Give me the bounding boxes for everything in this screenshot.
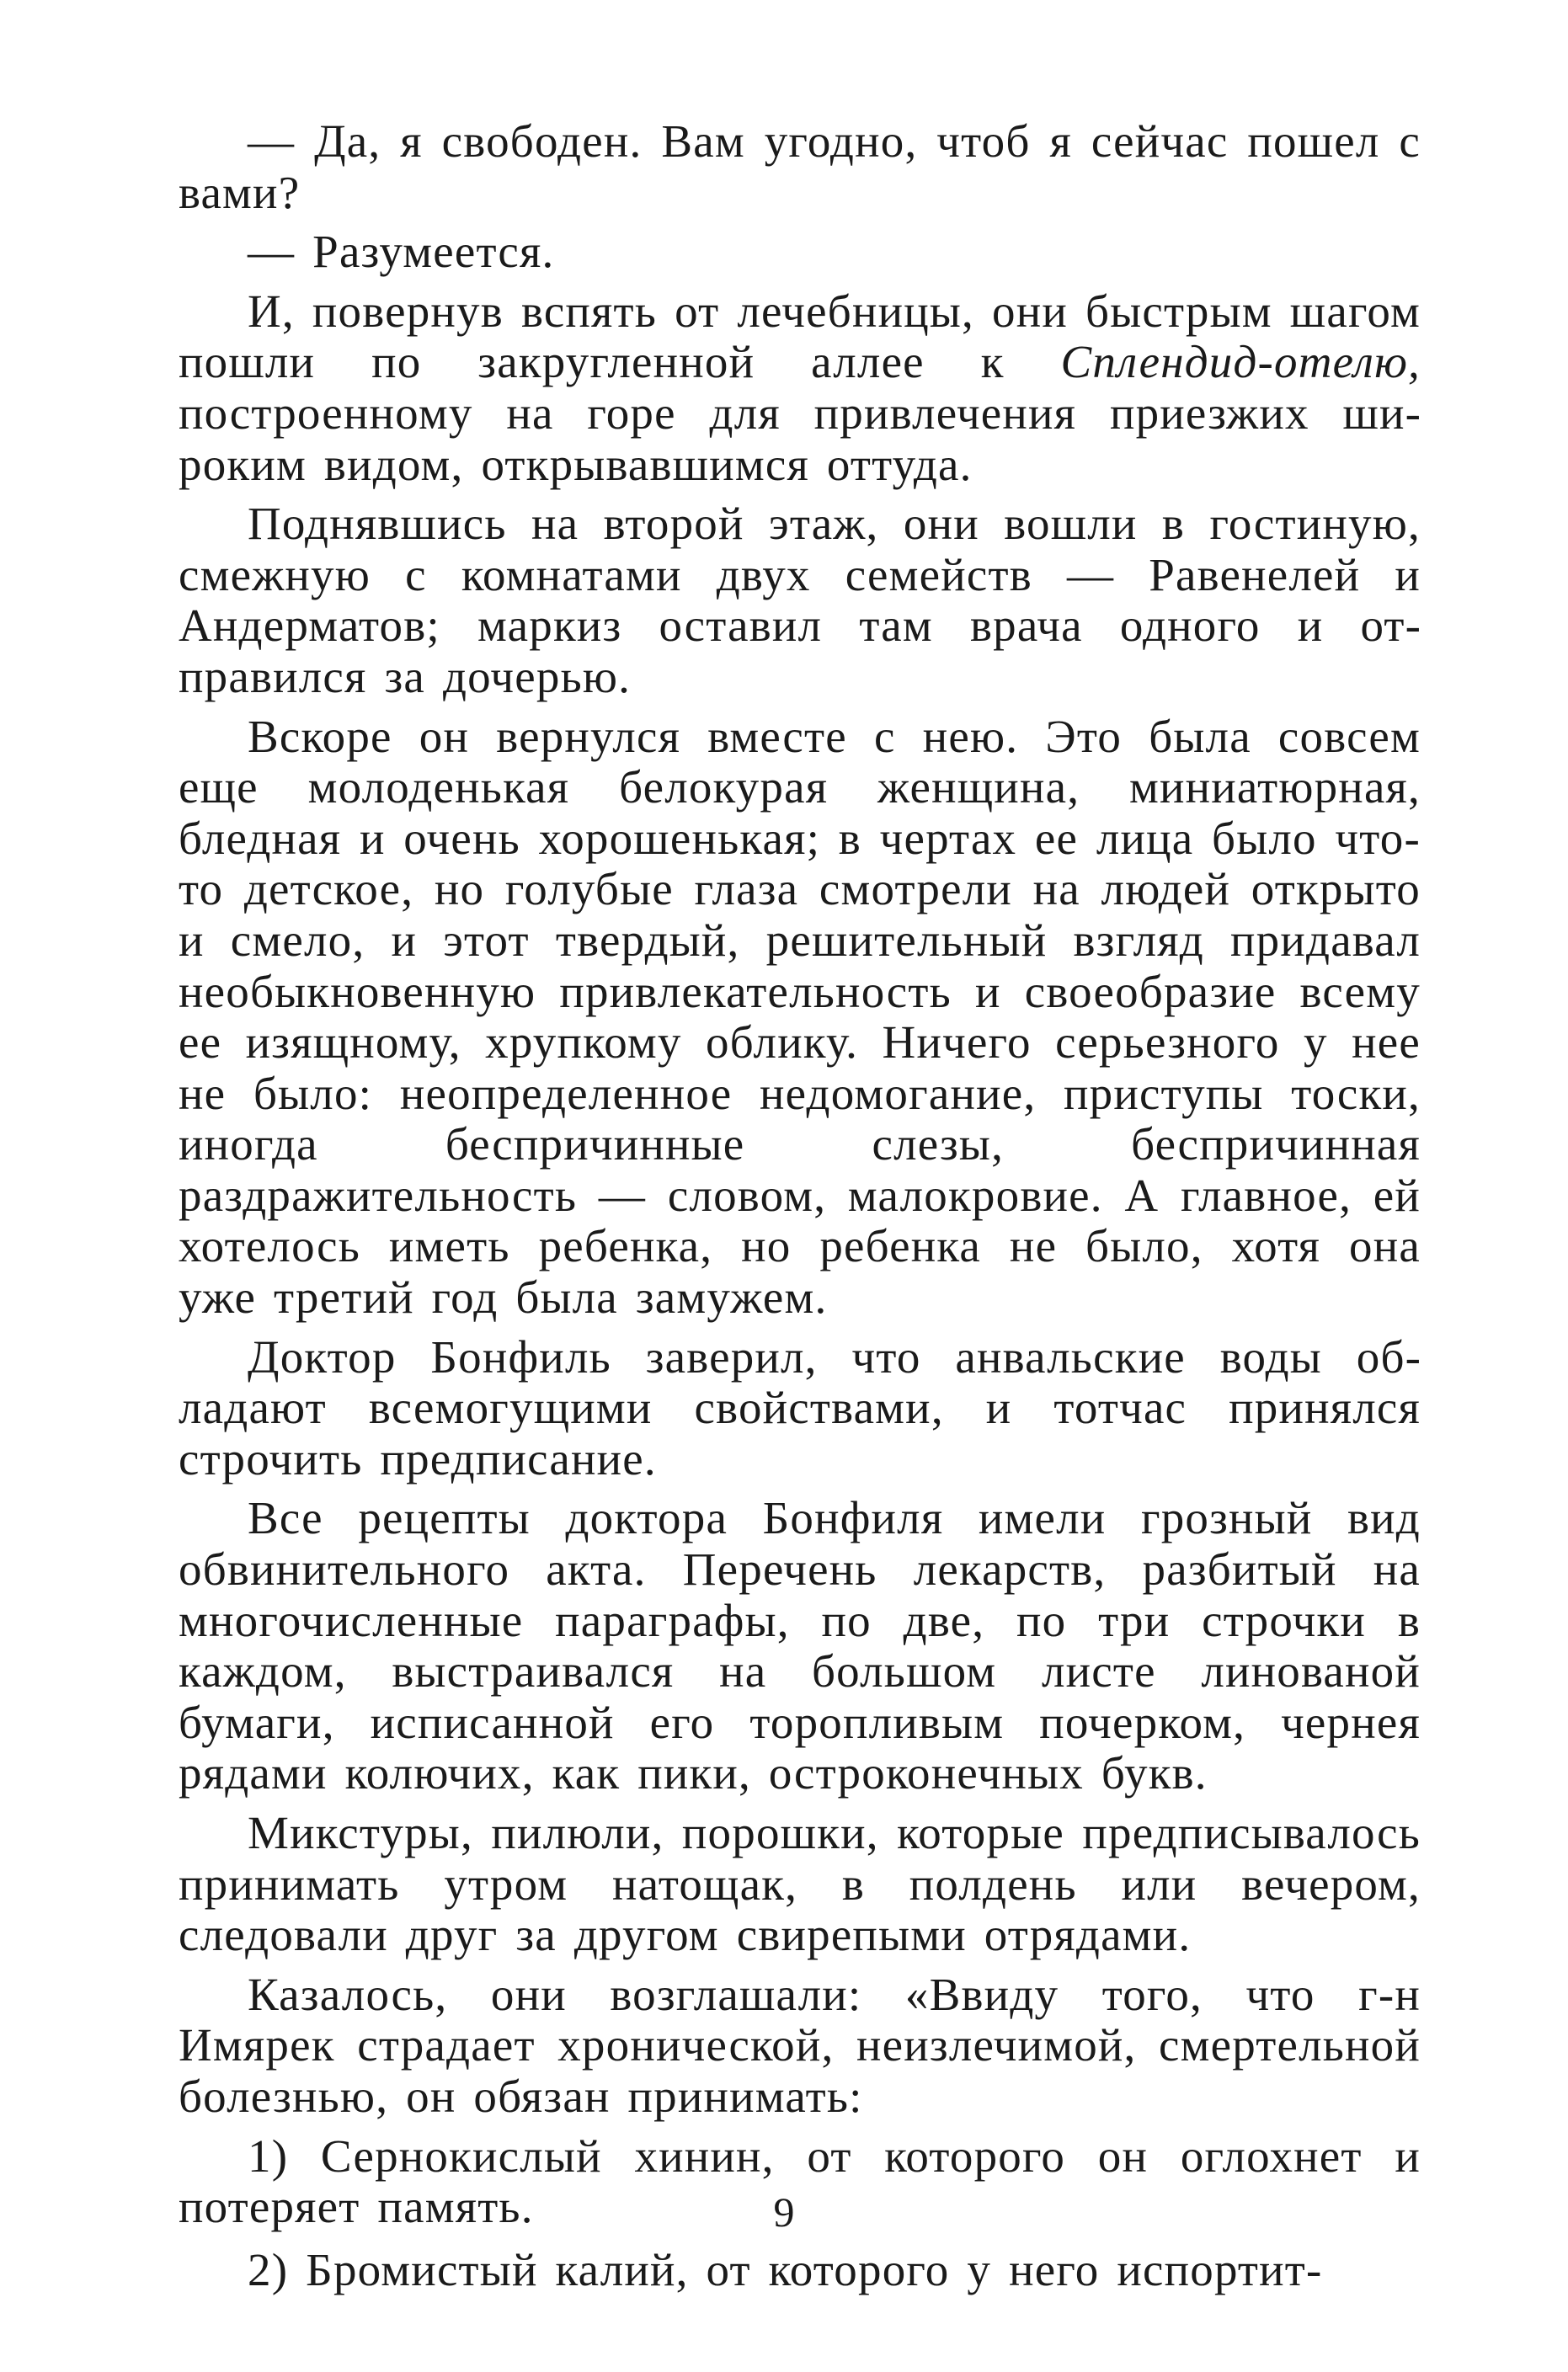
paragraph-6: Доктор Бонфиль заверил, что анвальские воды обладают всемогущими свойствами, и тотчас принялся строчить предписание. xyxy=(179,1330,1421,1484)
paragraph-3-text-b: построенному на горе для привлечения приезжих широким видом, открывавшимся оттуда. xyxy=(179,386,1421,490)
paragraph-3-text-a: И, повернув вспять от лечебницы, они быстрым шагом пошли по закругленной аллее к xyxy=(179,285,1421,388)
page-text xyxy=(179,116,1421,2295)
paragraph-8: Микстуры, пилюли, порошки, которые предписывалось принимать утром натощак, в полдень или вечером, следовали друг за другом свирепыми отрядами. xyxy=(179,1807,1421,1961)
hotel-name-italic: Сплендид-отелю, xyxy=(1060,336,1421,388)
paragraph-9: Казалось, они возглашали: «Ввиду того, что г-н Имярек страдает хронической, неизлечимой, смертельной болезнью, он обязан принимать: xyxy=(179,1968,1421,2122)
paragraph-2: — Разумеется. xyxy=(248,226,555,278)
paragraph-5: Вскоре он вернулся вместе с нею. Это была совсем еще молоденькая белокурая женщина, миниатюрная, бледная и очень хорошенькая; в чертах ее лица было что-то детское, но голубые глаза смотрели на людей открыто и смело, и этот твердый, решительный взгляд придавал необыкновенную привлекательность и своеобразие всему ее изящному, хрупкому облику. Ничего серьезного у нее не было: неопределенное недомогание, приступы тоски, иногда беспричинные слезы, беспричинная раздражительность — словом, малокровие. А главное, ей хотелось иметь ребенка, но ребенка не было, хотя она уже третий год была замужем. xyxy=(179,710,1421,1324)
list-item-2: 2) Бромистый калий, от которого у него испортит- xyxy=(248,2243,1323,2295)
paragraph-7: Все рецепты доктора Бонфиля имели грозный вид обвинительного акта. Перечень лекарств, разбитый на многочисленные параграфы, по две, по три строчки в каждом, выстраивался на большом листе линованой бумаги, исписанной его торопливым почерком, чернея рядами колючих, как пики, остроконечных букв. xyxy=(179,1492,1421,1799)
paragraph-4: Поднявшись на второй этаж, они вошли в гостиную, смежную с комнатами двух семейств — Равенелей и Андерматов; маркиз оставил там врача одного и отправился за дочерью. xyxy=(179,498,1421,702)
paragraph-1: — Да, я свободен. Вам угодно, чтоб я сейчас пошел с вами? xyxy=(179,115,1421,218)
paragraph-3 xyxy=(179,286,1421,490)
page-number: 9 xyxy=(773,2188,795,2236)
list-item-1: 1) Сернокислый хинин, от которого он оглохнет и потеряет память. xyxy=(179,2129,1421,2233)
